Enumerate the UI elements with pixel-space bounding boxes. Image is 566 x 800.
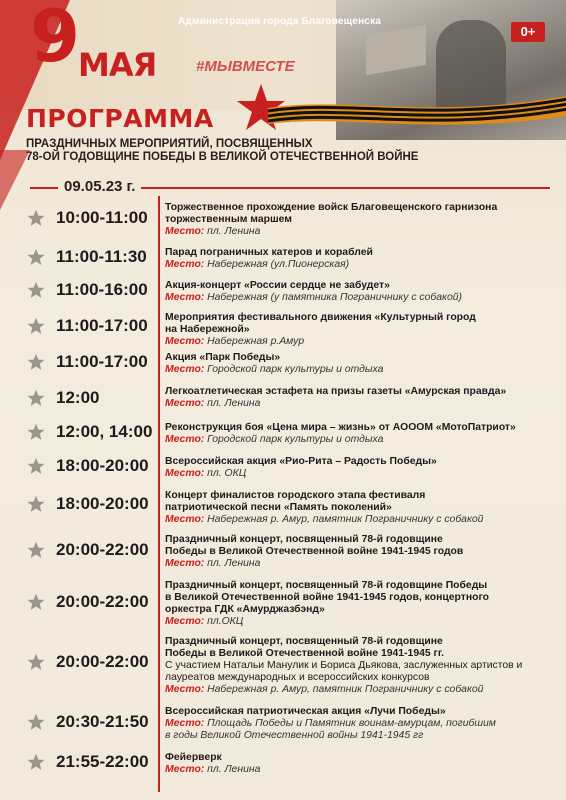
event-note: С участием Натальи Манулик и Бориса Дьякова, заслуженных артистов и [165,660,523,671]
place-value: Городской парк культуры и отдыха [204,434,384,445]
event-time: 11:00-17:00 [56,352,148,371]
event-place [165,616,557,628]
star-icon [27,209,45,227]
event-details [165,352,557,376]
star-icon [27,541,45,559]
star-icon [27,317,45,335]
event-place [165,259,557,271]
event-time: 18:00-20:00 [56,456,149,475]
event-time: 10:00-11:00 [56,208,148,227]
place-value: в годы Великой Отечественной войны 1941-1945 гг [165,730,424,741]
star-icon [27,281,45,299]
event-title: торжественным маршем [165,214,292,225]
event-details [165,580,557,628]
star-icon [27,457,45,475]
event-title: Акция-концерт «России сердце не забудет» [165,280,390,291]
event-time: 11:00-17:00 [56,316,148,335]
place-label: Место: [165,684,205,695]
star-icon [27,353,45,371]
place-label: Место: [165,764,205,775]
event-title: Мероприятия фестивального движения «Культурный город [165,312,476,323]
event-details [165,422,557,446]
event-place [165,684,557,696]
place-value: пл. Ленина [204,226,261,237]
place-label: Место: [165,259,205,270]
event-time: 11:00-16:00 [56,280,148,299]
star-icon [27,713,45,731]
event-time: 12:00, 14:00 [56,422,153,441]
event-title: оркестра ГДК «Амурджазбэнд» [165,604,325,615]
event-place [165,364,557,376]
event-time: 20:30-21:50 [56,712,149,731]
star-icon [27,593,45,611]
st-george-ribbon [268,90,566,130]
place-label: Место: [165,226,205,237]
place-label: Место: [165,468,205,479]
event-title: Всероссийская акция «Рио-Рита – Радость Победы» [165,456,437,467]
event-title: на Набережной» [165,324,250,335]
star-icon [27,423,45,441]
star-icon [27,495,45,513]
star-icon [27,248,45,266]
event-title: Всероссийская патриотическая акция «Лучи Победы» [165,706,446,717]
star-icon [27,653,45,671]
event-place [165,398,557,410]
place-label: Место: [165,364,205,375]
event-title: в Великой Отечественной войне 1941-1945 годов, концертного [165,592,489,603]
event-place [165,514,557,526]
event-note: лауреатов международных и всероссийских конкурсов [165,672,430,683]
place-label: Место: [165,292,205,303]
event-title: Парад пограничных катеров и кораблей [165,247,373,258]
event-time: 12:00 [56,388,100,407]
place-value: пл. Ленина [204,398,261,409]
place-label: Место: [165,616,205,627]
place-value: пл. ОКЦ [204,468,247,479]
timeline-line [158,196,160,792]
place-value: Набережная р. Амур, памятник Пограничнику с собакой [204,514,484,525]
event-title: Праздничный концерт, посвященный 78-й годовщине Победы [165,580,488,591]
star-icon [27,753,45,771]
event-title: Фейерверк [165,752,222,763]
event-details [165,280,557,304]
event-title: Торжественное прохождение войск Благовещенского гарнизона [165,202,498,213]
place-label: Место: [165,398,205,409]
place-value: пл. Ленина [204,558,261,569]
event-time: 20:00-22:00 [56,540,149,559]
event-place [165,718,557,730]
event-details [165,706,557,742]
place-label: Место: [165,434,205,445]
event-place [165,336,557,348]
event-place [165,468,557,480]
event-details [165,636,557,696]
event-time: 21:55-22:00 [56,752,149,771]
event-details [165,456,557,480]
hashtag: #МЫВМЕСТЕ [196,58,295,75]
place-value: Набережная (ул.Пионерская) [204,259,350,270]
event-title: Праздничный концерт, посвященный 78-й годовщине [165,534,443,545]
place-label: Место: [165,336,205,347]
event-title: Акция «Парк Победы» [165,352,281,363]
event-title: патриотической песни «Память поколений» [165,502,392,513]
age-rating-badge: 0+ [511,22,545,42]
event-title: Концерт финалистов городского этапа фестиваля [165,490,426,501]
star-icon [27,389,45,407]
event-details [165,202,557,238]
event-place [165,226,557,238]
day-number: 9 [30,0,81,78]
place-label: Место: [165,558,205,569]
event-time: 20:00-22:00 [56,652,149,671]
event-title: Победы в Великой Отечественной войне 1941-1945 годов [165,546,464,557]
month-name: МАЯ [78,46,157,84]
place-value: Площадь Победы и Памятник воинам-амурцам, погибшим [204,718,496,729]
administration-name: Администрация города Благовещенска [178,16,382,27]
event-place [165,434,557,446]
place-label: Место: [165,514,205,525]
event-details [165,490,557,526]
place-value: пл. Ленина [204,764,261,775]
subtitle-line: ПРАЗДНИЧНЫХ МЕРОПРИЯТИЙ, ПОСВЯЩЕННЫХ [26,138,313,150]
event-title: Победы в Великой Отечественной войне 1941-1945 гг. [165,648,445,659]
event-details [165,752,557,776]
event-details [165,312,557,348]
place-value: пл.ОКЦ [204,616,244,627]
place-value: Набережная (у памятника Пограничнику с собакой) [204,292,462,303]
event-title: Реконструкция боя «Цена мира – жизнь» от АОООМ «МотоПатриот» [165,422,516,433]
event-time: 20:00-22:00 [56,592,149,611]
flag-image [366,25,426,76]
event-place [165,558,557,570]
event-details [165,534,557,570]
event-place [165,764,557,776]
event-details [165,386,557,410]
subtitle-line: 78-ОЙ ГОДОВЩИНЕ ПОБЕДЫ В ВЕЛИКОЙ ОТЕЧЕСТВЕННОЙ ВОЙНЕ [26,151,419,163]
event-title: Праздничный концерт, посвященный 78-й годовщине [165,636,443,647]
event-date: 09.05.23 г. [58,178,141,195]
place-value: Набережная р.Амур [204,336,305,347]
event-time: 11:00-11:30 [56,247,147,266]
event-time: 18:00-20:00 [56,494,149,513]
place-value: Набережная р. Амур, памятник Пограничнику с собакой [204,684,484,695]
event-details [165,247,557,271]
event-title: Легкоатлетическая эстафета на призы газеты «Амурская правда» [165,386,507,397]
event-place [165,292,557,304]
place-label: Место: [165,718,205,729]
place-value: Городской парк культуры и отдыха [204,364,384,375]
program-subtitle [26,138,418,164]
program-title: ПРОГРАММА [26,104,214,133]
